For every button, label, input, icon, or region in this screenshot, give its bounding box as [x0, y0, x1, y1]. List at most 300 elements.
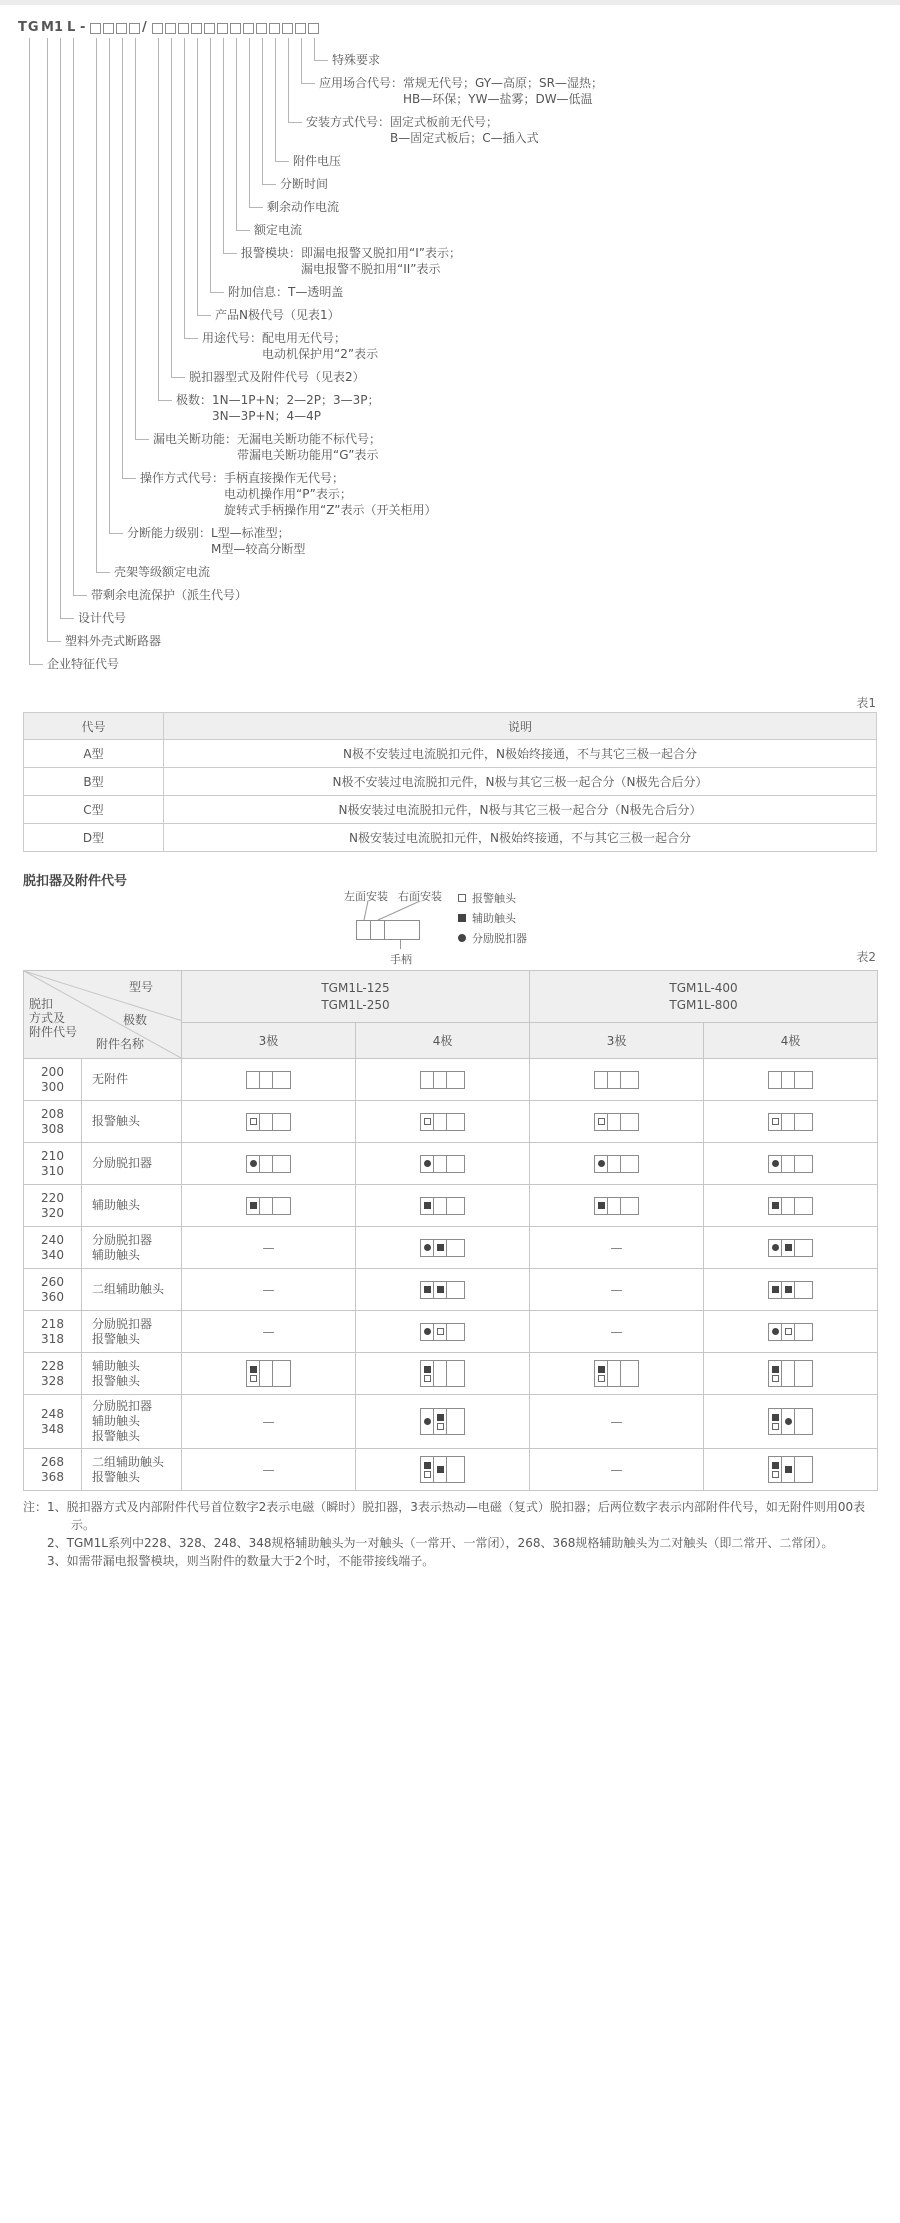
aux-symbol — [598, 1366, 605, 1373]
trip-code: 360 — [41, 1289, 64, 1304]
accessory-install-diagram — [330, 888, 770, 972]
accessory-slot — [769, 1457, 782, 1482]
accessory-name-cell — [82, 1311, 182, 1353]
handle-area — [273, 1198, 290, 1214]
accessory-section-title: 脱扣器及附件代号 — [23, 874, 128, 889]
table2-pole-header: 4极 — [356, 1023, 530, 1059]
connector-vline — [184, 38, 185, 338]
config-cell — [182, 1059, 356, 1101]
code-char: TG — [18, 20, 40, 35]
alarm-symbol — [437, 1423, 444, 1430]
code-label-line: 旋转式手柄操作用“Z”表示（开关柜用） — [224, 503, 437, 517]
code-label-line: 脱扣器型式及附件代号（见表2） — [189, 370, 365, 384]
aux-symbol — [437, 1244, 444, 1251]
accessory-slot — [247, 1156, 260, 1172]
install-pointer-lines — [330, 901, 450, 921]
code-label-line: B—固定式板后；C—插入式 — [390, 131, 539, 145]
accessory-slot — [260, 1198, 273, 1214]
aux-symbol — [785, 1286, 792, 1293]
table2-header-row — [24, 971, 878, 1023]
trip-code-cell — [24, 1227, 82, 1269]
accessory-slot — [595, 1072, 608, 1088]
table1-cell: N极不安装过电流脱扣元件，N极始终接通，不与其它三极一起合分 — [164, 740, 877, 768]
corner-name-label: 附件名称 — [96, 1037, 145, 1051]
note-item: 3、如需带漏电报警模块，则当附件的数量大于2个时，不能带接线端子。 — [47, 1554, 435, 1568]
accessory-slot — [782, 1361, 795, 1386]
config-cell — [704, 1395, 878, 1449]
config-cell — [182, 1311, 356, 1353]
breaker-config-diagram — [768, 1323, 813, 1341]
accessory-slot — [247, 1114, 260, 1130]
table2-row — [24, 1059, 878, 1101]
connector-hline — [314, 60, 328, 61]
legend-item — [458, 928, 527, 948]
handle-area — [795, 1240, 812, 1256]
corner-model-label: 型号 — [128, 980, 153, 994]
table1-row — [24, 824, 877, 852]
code-label — [114, 564, 210, 580]
no-config-dash: — — [610, 1282, 623, 1297]
code-label-line: 应用场合代号：常规无代号；GY—高原；SR—湿热； — [319, 76, 603, 90]
code-label — [280, 176, 328, 192]
model-name-line: TGM1L-400 — [669, 980, 738, 995]
code-box — [243, 23, 254, 34]
accessory-slot — [421, 1324, 434, 1340]
accessory-name-cell — [82, 1143, 182, 1185]
accessory-slot — [421, 1198, 434, 1214]
config-cell — [530, 1311, 704, 1353]
table2-row — [24, 1227, 878, 1269]
shunt-symbol — [424, 1160, 431, 1167]
code-label-line: 额定电流 — [254, 223, 303, 237]
breaker-config-diagram — [246, 1197, 291, 1215]
trip-code: 300 — [41, 1079, 64, 1094]
code-label-line: 企业特征代号 — [47, 657, 120, 671]
aux-symbol — [785, 1466, 792, 1473]
legend-item — [458, 888, 527, 908]
model-code-diagram — [0, 20, 900, 696]
accessory-slot — [608, 1198, 621, 1214]
alarm-symbol — [598, 1118, 605, 1125]
code-label-line: 特殊要求 — [332, 53, 381, 67]
connector-hline — [60, 618, 74, 619]
accessory-slot — [595, 1198, 608, 1214]
code-box — [230, 23, 241, 34]
trip-code: 248 — [41, 1406, 64, 1421]
connector-hline — [275, 161, 289, 162]
accessory-name-line: 报警触头 — [92, 1469, 141, 1484]
table2-row — [24, 1311, 878, 1353]
connector-vline — [60, 38, 61, 618]
code-label-line: 附件电压 — [293, 154, 342, 168]
accessory-slot — [782, 1156, 795, 1172]
accessory-slot — [434, 1156, 447, 1172]
table2-row — [24, 1101, 878, 1143]
connector-vline — [236, 38, 237, 230]
trip-accessory-table — [23, 970, 878, 1491]
connector-hline — [223, 253, 237, 254]
trip-code: 200 — [41, 1064, 64, 1079]
code-box — [90, 23, 101, 34]
accessory-slot — [782, 1072, 795, 1088]
connector-hline — [210, 292, 224, 293]
accessory-name-cell — [82, 1227, 182, 1269]
handle-area — [447, 1324, 464, 1340]
accessory-slot — [421, 1114, 434, 1130]
table1-tag: 表1 — [856, 696, 876, 710]
no-config-dash: — — [610, 1462, 623, 1477]
accessory-slot — [260, 1072, 273, 1088]
shunt-symbol — [598, 1160, 605, 1167]
config-cell — [356, 1227, 530, 1269]
code-label-line: 分断时间 — [280, 177, 329, 191]
legend-item — [458, 908, 527, 928]
handle-area — [447, 1072, 464, 1088]
config-cell — [356, 1143, 530, 1185]
breaker-config-diagram — [246, 1155, 291, 1173]
table2-model-header — [182, 971, 530, 1023]
handle-area — [795, 1114, 812, 1130]
accessory-name-line: 报警触头 — [92, 1331, 141, 1346]
legend-label: 报警触头 — [472, 892, 516, 905]
breaker-config-diagram — [420, 1071, 465, 1089]
breaker-config-diagram — [420, 1456, 465, 1483]
accessory-slot — [421, 1282, 434, 1298]
code-label — [293, 153, 341, 169]
right-install-label: 右面安装 — [398, 890, 442, 903]
breaker-config-diagram — [594, 1155, 639, 1173]
config-cell — [356, 1311, 530, 1353]
accessory-slot — [434, 1114, 447, 1130]
alarm-symbol — [424, 1118, 431, 1125]
breaker-config-diagram — [594, 1113, 639, 1131]
code-box — [116, 23, 127, 34]
table1-cell: C型 — [24, 796, 164, 824]
breaker-config-diagram — [246, 1360, 291, 1387]
aux-symbol — [437, 1414, 444, 1421]
accessory-slot — [782, 1457, 795, 1482]
no-config-dash: — — [262, 1240, 275, 1255]
aux-symbol — [424, 1462, 431, 1469]
accessory-slot — [595, 1114, 608, 1130]
config-cell — [182, 1449, 356, 1491]
shunt-symbol — [424, 1328, 431, 1335]
code-label — [189, 369, 365, 385]
handle-area — [447, 1457, 464, 1482]
connector-vline — [73, 38, 74, 595]
code-label — [202, 330, 378, 362]
accessory-slot — [595, 1156, 608, 1172]
breaker-config-diagram — [246, 1113, 291, 1131]
code-label — [319, 75, 603, 107]
trip-code: 228 — [41, 1358, 64, 1373]
handle-area — [795, 1361, 812, 1386]
config-cell — [530, 1101, 704, 1143]
table2-row — [24, 1449, 878, 1491]
table1-cell: N极不安装过电流脱扣元件，N极与其它三极一起合分（N极先合后分） — [164, 768, 877, 796]
handle-area — [621, 1361, 638, 1386]
table2-pole-header: 3极 — [182, 1023, 356, 1059]
code-label-line: 电动机保护用“2”表示 — [262, 347, 379, 361]
accessory-slot — [595, 1361, 608, 1386]
handle-area — [447, 1361, 464, 1386]
code-label-line: 剩余动作电流 — [267, 200, 340, 214]
connector-vline — [122, 38, 123, 478]
accessory-name-cell — [82, 1449, 182, 1491]
code-label — [176, 392, 380, 424]
code-label — [47, 656, 119, 672]
code-char: 1 — [54, 20, 65, 35]
trip-code: 220 — [41, 1190, 64, 1205]
table2-row — [24, 1353, 878, 1395]
code-label-line: 带漏电关断功能用“G”表示 — [237, 448, 379, 462]
trip-code: 260 — [41, 1274, 64, 1289]
code-box — [129, 23, 140, 34]
accessory-name-line: 辅助触头 — [92, 1414, 141, 1428]
aux-symbol — [424, 1366, 431, 1373]
accessory-slot — [769, 1240, 782, 1256]
table2-row — [24, 1185, 878, 1227]
code-label-line: HB—环保；YW—盐雾；DW—低温 — [403, 92, 593, 106]
accessory-name-line: 二组辅助触头 — [92, 1282, 165, 1296]
aux-symbol — [250, 1366, 257, 1373]
accessory-name-cell — [82, 1059, 182, 1101]
top-divider — [0, 0, 900, 5]
alarm-symbol — [772, 1118, 779, 1125]
table2-row — [24, 1269, 878, 1311]
connector-vline — [262, 38, 263, 184]
trip-code-cell — [24, 1353, 82, 1395]
config-cell — [704, 1185, 878, 1227]
table1-header-cell: 说明 — [164, 713, 877, 740]
alarm-symbol — [598, 1375, 605, 1382]
accessory-slot — [434, 1240, 447, 1256]
code-label-line: 分断能力级别：L型—标准型； — [127, 526, 290, 540]
alarm-symbol — [772, 1471, 779, 1478]
code-box — [103, 23, 114, 34]
left-install-label: 左面安装 — [344, 890, 388, 903]
accessory-slot — [421, 1409, 434, 1434]
accessory-slot — [608, 1361, 621, 1386]
table1-cell: A型 — [24, 740, 164, 768]
legend-label: 辅助触头 — [472, 912, 516, 925]
accessory-name-line: 辅助触头 — [92, 1198, 141, 1212]
model-name-line: TGM1L-800 — [669, 997, 738, 1012]
alarm-symbol — [772, 1375, 779, 1382]
trip-code: 368 — [41, 1469, 64, 1484]
trip-code-cell — [24, 1449, 82, 1491]
config-cell — [530, 1143, 704, 1185]
accessory-slot — [434, 1282, 447, 1298]
table2-corner-cell — [24, 971, 182, 1059]
connector-vline — [275, 38, 276, 161]
accessory-slot — [782, 1240, 795, 1256]
accessory-name-line: 分励脱扣器 — [92, 1156, 153, 1170]
trip-code-cell — [24, 1269, 82, 1311]
config-cell — [704, 1101, 878, 1143]
handle-area — [273, 1114, 290, 1130]
trip-label-line: 脱扣 — [29, 997, 54, 1011]
handle-area — [795, 1457, 812, 1482]
config-cell — [356, 1059, 530, 1101]
accessory-name-line: 辅助触头 — [92, 1247, 141, 1262]
config-cell — [530, 1227, 704, 1269]
connector-vline — [158, 38, 159, 400]
code-box — [256, 23, 267, 34]
connector-hline — [197, 315, 211, 316]
connector-vline — [301, 38, 302, 83]
aux-symbol — [772, 1414, 779, 1421]
config-cell — [182, 1101, 356, 1143]
code-label — [228, 284, 343, 300]
shunt-symbol — [785, 1418, 792, 1425]
aux-symbol — [424, 1202, 431, 1209]
accessory-slot — [434, 1072, 447, 1088]
table2-pole-header: 3极 — [530, 1023, 704, 1059]
accessory-name-line: 分励脱扣器 — [92, 1316, 153, 1331]
accessory-slot — [434, 1324, 447, 1340]
trip-code: 328 — [41, 1373, 64, 1388]
note-item: 注：1、脱扣器方式及内部附件代号首位数字2表示电磁（瞬时）脱扣器，3表示热动—电磁（复式）脱扣器；后两位数字表示内部附件代号，如无附件则用00表示。 — [23, 1500, 866, 1532]
code-label-line: 3N—3P+N；4—4P — [212, 409, 322, 423]
accessory-slot — [608, 1072, 621, 1088]
left-accessory-slot — [357, 921, 371, 939]
config-cell — [530, 1185, 704, 1227]
table2-row — [24, 1395, 878, 1449]
breaker-config-diagram — [420, 1360, 465, 1387]
model-name-line: TGM1L-125 — [321, 980, 390, 995]
trip-code: 340 — [41, 1247, 64, 1262]
handle-area — [795, 1282, 812, 1298]
alarm-symbol-icon — [458, 894, 466, 902]
note-item: 2、TGM1L系列中228、328、248、348规格辅助触头为一对触头（一常开、一常闭），268、368规格辅助触头为二对触头（即二常开、二常闭）。 — [47, 1536, 834, 1550]
connector-hline — [109, 533, 123, 534]
accessory-slot — [769, 1072, 782, 1088]
accessory-name-cell — [82, 1395, 182, 1449]
connector-vline — [223, 38, 224, 253]
table1-row — [24, 740, 877, 768]
connector-vline — [47, 38, 48, 641]
connector-hline — [96, 572, 110, 573]
no-config-dash: — — [262, 1282, 275, 1297]
handle-area — [447, 1240, 464, 1256]
shunt-symbol — [250, 1160, 257, 1167]
code-label — [267, 199, 339, 215]
accessory-slot — [769, 1282, 782, 1298]
accessory-slot — [247, 1072, 260, 1088]
accessory-slot — [782, 1282, 795, 1298]
accessory-name-cell — [82, 1101, 182, 1143]
accessory-slot — [434, 1198, 447, 1214]
code-label-line: 塑料外壳式断路器 — [65, 634, 162, 648]
config-cell — [530, 1269, 704, 1311]
config-cell — [182, 1395, 356, 1449]
code-label-line: 带剩余电流保护（派生代号） — [91, 588, 248, 602]
trip-code-cell — [24, 1395, 82, 1449]
code-char: M — [41, 20, 55, 35]
code-label — [215, 307, 340, 323]
code-label — [306, 114, 539, 146]
trip-label-line: 方式及 — [29, 1011, 66, 1025]
accessory-slot — [608, 1114, 621, 1130]
code-box — [308, 23, 319, 34]
aux-symbol — [598, 1202, 605, 1209]
table2-model-header — [530, 971, 878, 1023]
aux-symbol — [250, 1202, 257, 1209]
alarm-symbol — [250, 1375, 257, 1382]
config-cell — [704, 1353, 878, 1395]
connector-hline — [262, 184, 276, 185]
config-cell — [356, 1395, 530, 1449]
code-label-line: M型—较高分断型 — [211, 542, 306, 556]
code-char: / — [142, 20, 148, 35]
config-cell — [356, 1101, 530, 1143]
table2-tag: 表2 — [856, 950, 876, 964]
connector-vline — [109, 38, 110, 533]
corner-trip-label — [29, 997, 77, 1039]
shunt-symbol — [772, 1244, 779, 1251]
alarm-symbol — [424, 1375, 431, 1382]
breaker-config-diagram — [768, 1281, 813, 1299]
shunt-symbol-icon — [458, 934, 466, 942]
accessory-slot — [782, 1198, 795, 1214]
no-config-dash: — — [262, 1414, 275, 1429]
trip-code-cell — [24, 1059, 82, 1101]
code-label-line: 电动机操作用“P”表示； — [224, 487, 352, 501]
code-label — [91, 587, 247, 603]
handle-area — [795, 1072, 812, 1088]
table1-row — [24, 768, 877, 796]
handle-pointer-line — [400, 940, 401, 949]
table2-pole-header: 4极 — [704, 1023, 878, 1059]
code-label-line: 安装方式代号：固定式板前无代号； — [306, 115, 499, 129]
connector-vline — [197, 38, 198, 315]
breaker-config-diagram — [768, 1197, 813, 1215]
aux-symbol-icon — [458, 914, 466, 922]
config-cell — [356, 1185, 530, 1227]
connector-hline — [158, 400, 172, 401]
accessory-slot — [782, 1324, 795, 1340]
code-label — [241, 245, 461, 277]
config-cell — [182, 1353, 356, 1395]
aux-symbol — [772, 1286, 779, 1293]
handle-area — [621, 1114, 638, 1130]
code-label-line: 操作方式代号：手柄直接操作无代号； — [140, 471, 345, 485]
accessory-name-cell — [82, 1185, 182, 1227]
trip-code: 308 — [41, 1121, 64, 1136]
connector-vline — [249, 38, 250, 207]
config-cell — [704, 1143, 878, 1185]
accessory-slot — [260, 1114, 273, 1130]
accessory-name-line: 无附件 — [92, 1072, 129, 1086]
breaker-config-diagram — [768, 1408, 813, 1435]
code-label — [140, 470, 436, 518]
accessory-slot — [434, 1457, 447, 1482]
config-cell — [704, 1059, 878, 1101]
code-char: L — [67, 20, 77, 35]
shunt-symbol — [424, 1418, 431, 1425]
trip-code: 268 — [41, 1454, 64, 1469]
trip-code-cell — [24, 1311, 82, 1353]
no-config-dash: — — [262, 1462, 275, 1477]
connector-hline — [73, 595, 87, 596]
accessory-name-cell — [82, 1269, 182, 1311]
code-label-line: 设计代号 — [78, 611, 127, 625]
code-box — [178, 23, 189, 34]
accessory-slot — [782, 1114, 795, 1130]
notes — [23, 1498, 879, 1570]
config-cell — [704, 1311, 878, 1353]
